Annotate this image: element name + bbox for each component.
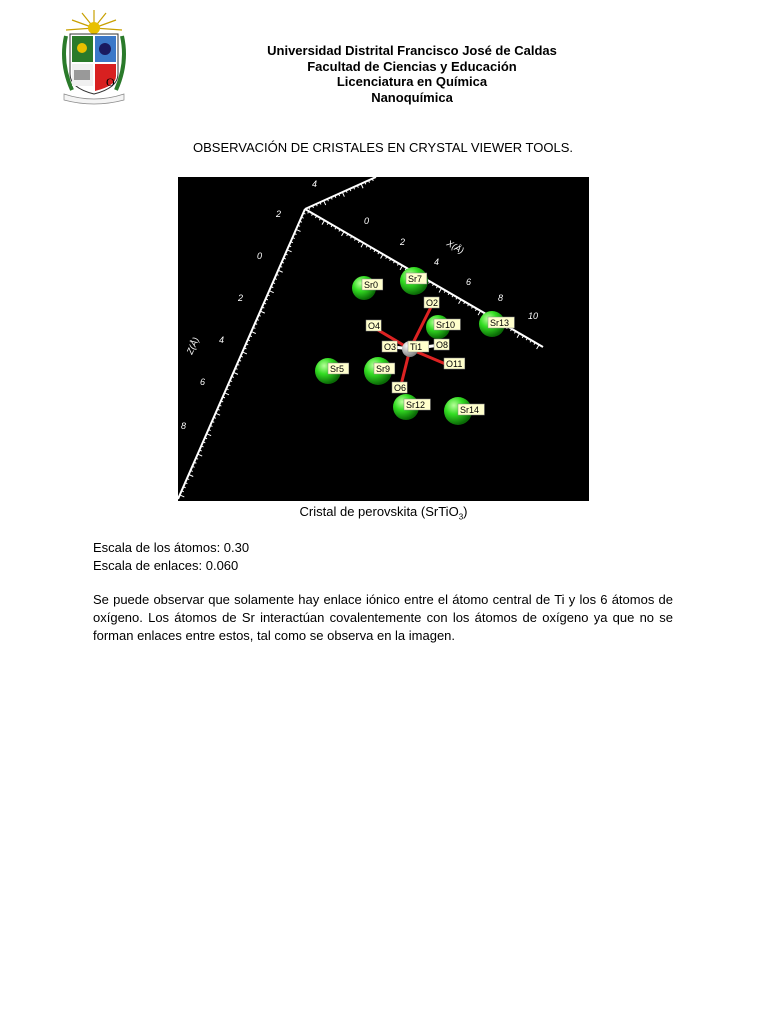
x-tick-2: 2 [400,237,406,247]
y-tick-4: 4 [312,179,318,189]
svg-text:Sr7: Sr7 [408,274,423,284]
z-tick-0: 0 [257,251,263,261]
svg-text:O: O [106,75,115,89]
svg-text:O4: O4 [368,321,381,331]
svg-text:O3: O3 [384,342,397,352]
x-tick-6: 6 [466,277,472,287]
crystal-viewer-image [178,177,589,501]
atom-label-sr0 [362,279,383,290]
atom-label-sr10 [434,319,460,330]
institution-header [200,43,624,105]
svg-text:Sr5: Sr5 [330,364,345,374]
svg-text:O2: O2 [426,298,439,308]
program-name: Licenciatura en Química [336,74,488,89]
atom-label-sr12 [404,399,430,410]
course-name: Nanoquímica [371,89,453,105]
atom-label-ti1 [408,341,429,352]
z-tick-2: 2 [238,293,244,303]
atom-label-sr13 [488,317,514,328]
z-tick-2-neg: 2 [276,209,282,219]
university-name: Universidad Distrital Francisco José de Caldas [267,43,557,58]
atom-label-sr7 [406,273,427,284]
x-tick-4: 4 [434,257,440,267]
atom-label-o3 [382,341,397,352]
caption-subscript: 3 [458,512,464,522]
x-tick-10: 10 [528,311,539,321]
svg-text:O6: O6 [394,383,407,393]
z-axis [178,209,305,499]
axes [178,177,543,499]
z-tick-4: 4 [219,335,225,345]
svg-text:Sr10: Sr10 [436,320,456,330]
atom-label-o4 [366,320,381,331]
document-title: OBSERVACIÓN DE CRISTALES EN CRYSTAL VIEWER TOOLS. [193,140,573,155]
atom-label-sr9 [374,363,395,374]
svg-text:Sr14: Sr14 [460,405,480,415]
svg-text:Sr0: Sr0 [364,280,379,290]
z-tick-8: 8 [181,421,187,431]
bond-scale: Escala de enlaces: 0.060 [93,558,239,573]
svg-text:Sr13: Sr13 [490,318,510,328]
svg-text:O11: O11 [446,359,463,369]
scale-info [93,539,249,575]
atom-scale: Escala de los átomos: 0.30 [93,540,250,555]
x-tick-8: 8 [498,293,504,303]
x-tick-0: 0 [364,216,370,226]
svg-text:Sr12: Sr12 [406,400,426,410]
observation-paragraph: Se puede observar que solamente hay enlace iónico entre el átomo central de Ti y los 6 átomos de oxígeno. Los átomos de Sr interactúan covalentemente con los átomos de oxígeno ya que no se forman enlaces entre estos, tal como se observa en la imagen. [93,592,673,643]
atom-label-o2 [424,297,439,308]
z-tick-6: 6 [200,377,206,387]
atom-label-o8 [434,339,449,350]
atom-label-o6 [392,382,407,393]
figure-caption [178,504,589,522]
caption-end: ) [463,504,468,519]
atom-label-sr14 [458,404,484,415]
svg-text:O8: O8 [436,340,449,350]
svg-text:Ti1: Ti1 [410,342,423,352]
x-axis-label: X(Å) [445,238,466,256]
atom-label-o11 [444,358,465,369]
university-logo [58,8,130,108]
svg-text:Sr9: Sr9 [376,364,391,374]
caption-main: Cristal de perovskita (SrTiO [299,504,459,519]
z-axis-label: Z(Å) [184,335,201,356]
atom-label-sr5 [328,363,349,374]
faculty-name: Facultad de Ciencias y Educación [307,58,517,74]
